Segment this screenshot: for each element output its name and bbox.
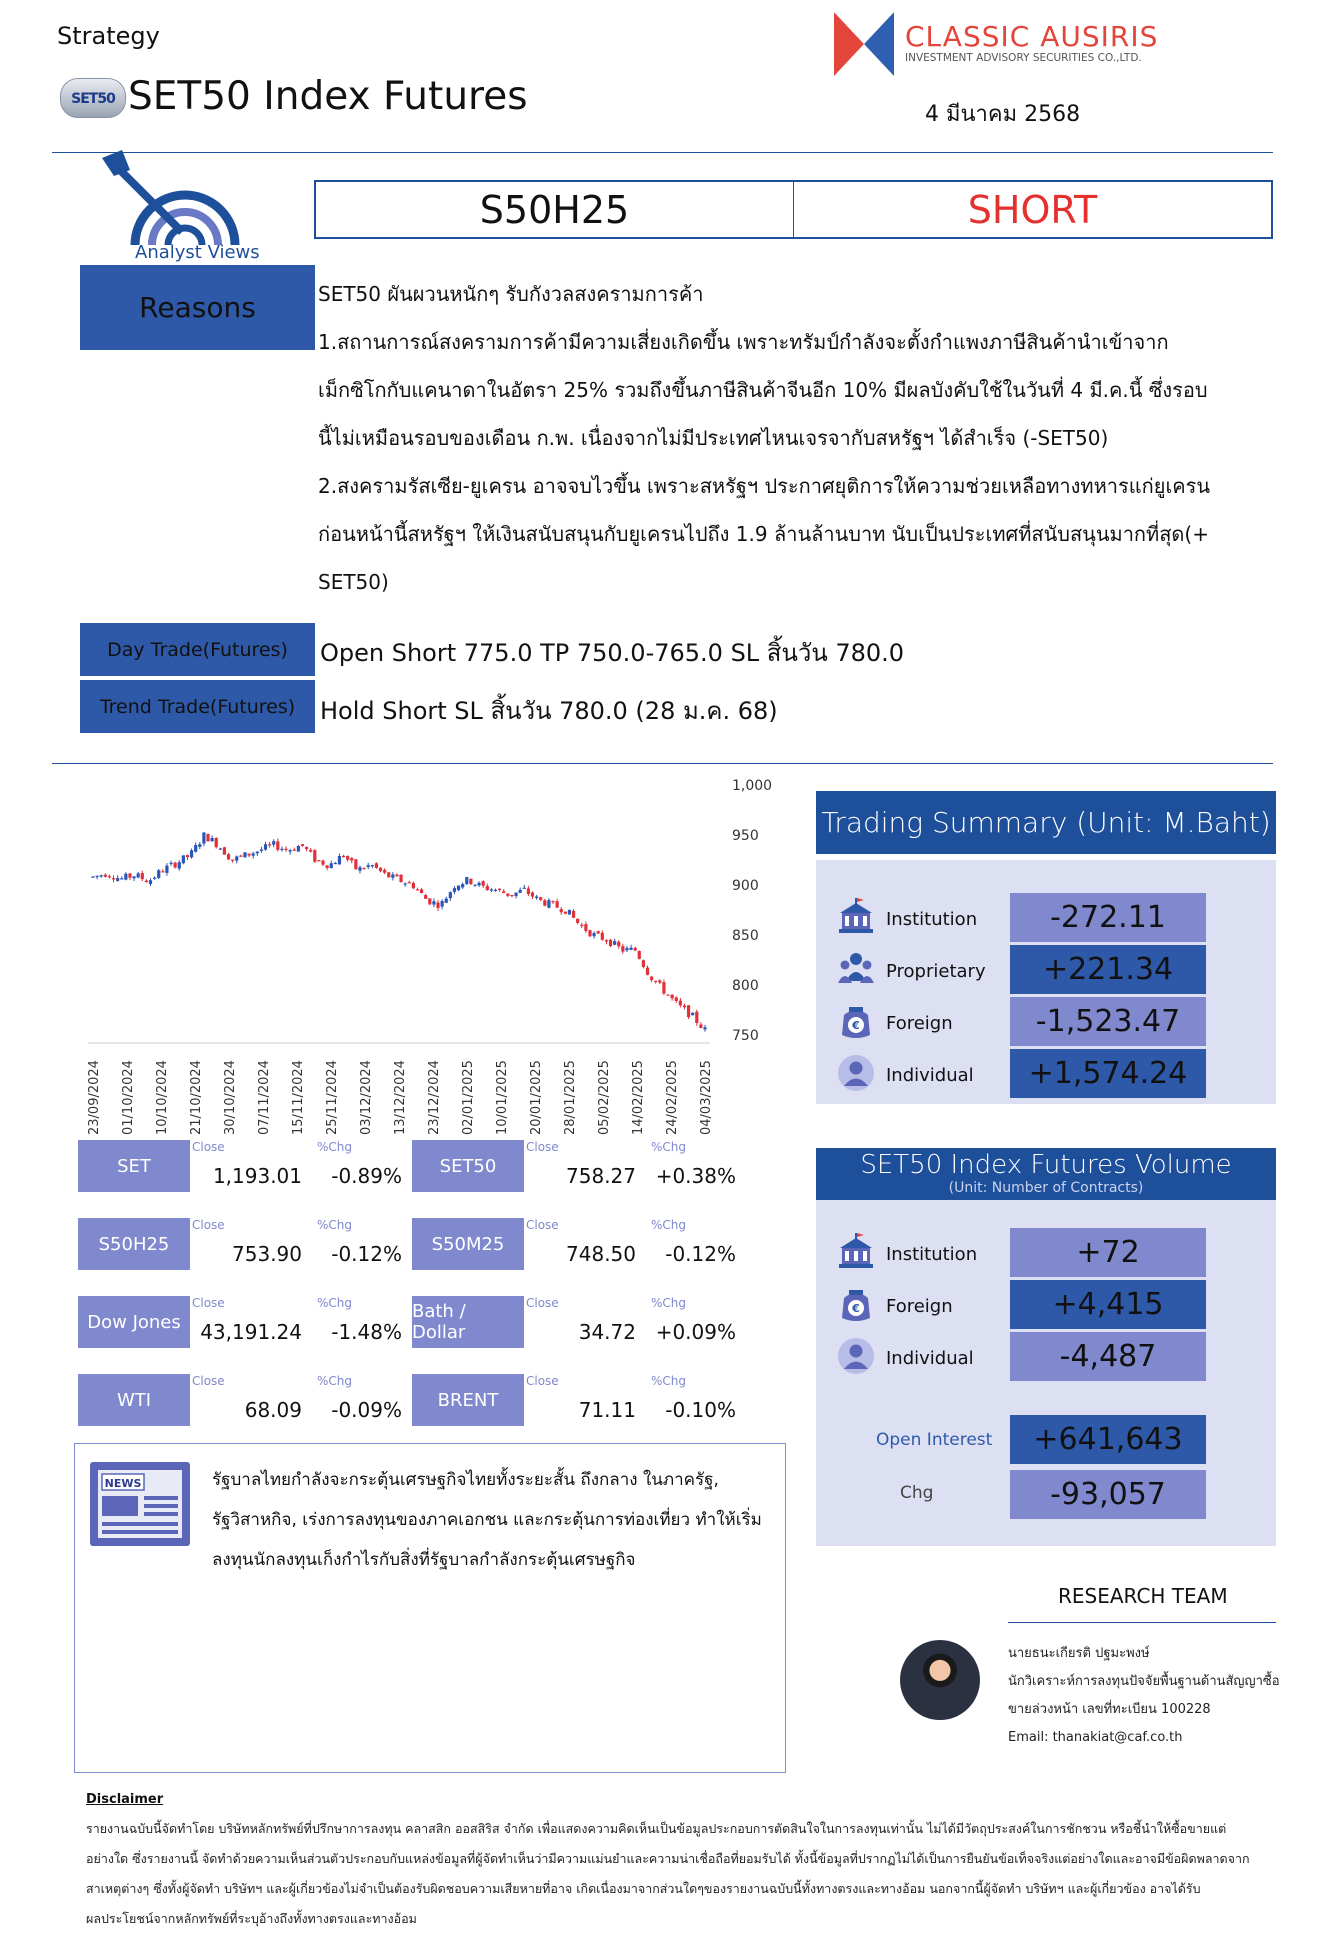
x-tick-label: 04/03/2025 [699, 1060, 714, 1135]
candle [391, 872, 394, 880]
quote-name: WTI [78, 1374, 190, 1426]
analyst-email: Email: thanakiat@caf.co.th [1008, 1730, 1183, 1745]
candle [272, 839, 275, 847]
candle [412, 881, 415, 889]
candle [535, 895, 538, 900]
candle [120, 876, 123, 879]
summary-row-label: Individual [886, 1348, 974, 1369]
reason-line: ก่อนหน้านี้สหรัฐฯ ให้เงินสนับสนุนกับยูเครนไปถึง 1.9 ล้านล้านบาท นับเป็นประเทศที่สนับสนุนมากที่สุด(+ [318, 522, 1209, 546]
candle [387, 872, 390, 878]
candle [223, 847, 226, 855]
brand-subtitle: INVESTMENT ADVISORY SECURITIES CO.,LTD. [905, 52, 1142, 64]
candle [161, 869, 164, 872]
x-tick-label: 01/10/2024 [121, 1060, 136, 1135]
x-tick-label: 23/09/2024 [87, 1060, 102, 1135]
summary-row-value: -272.11 [1010, 893, 1206, 942]
candle [650, 976, 653, 982]
set50-futures-logo: SET50 [60, 78, 126, 118]
candle [514, 892, 517, 898]
x-tick-label: 10/10/2024 [155, 1060, 170, 1135]
quote-name: SET50 [412, 1140, 524, 1192]
institution-icon [836, 1232, 876, 1272]
candle [354, 859, 357, 870]
svg-text:€: € [852, 1019, 860, 1032]
x-tick-label: 05/02/2025 [597, 1060, 612, 1135]
disclaimer-title: Disclaimer [86, 1792, 164, 1807]
candle [169, 861, 172, 866]
candle [675, 996, 678, 1003]
candle [182, 855, 185, 864]
candle [551, 900, 554, 904]
candle [149, 878, 152, 886]
candle [617, 940, 620, 949]
disclaimer-line: อย่างใด ซึ่งรายงานนี้ จัดทำด้วยความเห็นส่วนตัวประกอบกับแหล่งข้อมูลที่ผู้จัดทำเห็นว่ามีความแม่นยำและความน่าเชื่อถือที่ยอมรับได้ ทั้งนี้ข้อมูลที่ปรากฏไม่ได้เป็นการยืนยันข้อเท็จจริงแต่อย่างใดและอาจมีข้อผิดพลาดจาก [86, 1851, 1250, 1866]
y-tick-label: 800 [732, 978, 759, 994]
candle [556, 899, 559, 908]
y-tick-label: 850 [732, 928, 759, 944]
candle [293, 848, 296, 851]
summary-row-value: -4,487 [1010, 1332, 1206, 1381]
news-line: รัฐวิสาหกิจ, เร่งการลงทุนของภาคเอกชน และกระตุ้นการท่องเที่ยว ทำให้เริ่ม [212, 1510, 762, 1530]
x-tick-label: 21/10/2024 [189, 1060, 204, 1135]
candle [362, 867, 365, 869]
candle [268, 842, 271, 848]
quote-chg-value: -0.10% [665, 1398, 736, 1422]
trading-summary-title: Trading Summary (Unit: M.Baht) [816, 791, 1276, 854]
quote-close-caption: Close [192, 1218, 225, 1232]
divider [1008, 1622, 1276, 1623]
candle [510, 895, 513, 897]
institution-icon [836, 897, 876, 937]
candle [219, 848, 222, 850]
y-tick-label: 750 [732, 1028, 759, 1044]
candle [342, 855, 345, 858]
quote-close-caption: Close [526, 1140, 559, 1154]
x-tick-label: 15/11/2024 [291, 1060, 306, 1135]
quote-close-value: 43,191.24 [200, 1320, 302, 1344]
candle [576, 918, 579, 924]
quote-name: S50M25 [412, 1218, 524, 1270]
open-interest-chg-value: -93,057 [1010, 1470, 1206, 1519]
trend-trade-label: Trend Trade(Futures) [80, 680, 315, 733]
candle [564, 912, 567, 915]
candle [256, 851, 259, 856]
candle [498, 888, 501, 892]
quote-chg-value: -1.48% [331, 1320, 402, 1344]
candle [260, 847, 263, 853]
section-label: Strategy [57, 22, 160, 50]
candle [399, 874, 402, 883]
candle [572, 909, 575, 918]
disclaimer-line: ผลประโยชน์จากหลักทรัพย์ที่ระบุอ้างถึงทั้งทางตรงและทางอ้อม [86, 1911, 417, 1926]
analyst-info [1008, 1640, 1280, 1752]
candle [597, 931, 600, 934]
candle [695, 1010, 698, 1026]
x-tick-label: 02/01/2025 [461, 1060, 476, 1135]
candle [469, 878, 472, 885]
candle [621, 944, 624, 954]
candle [243, 852, 246, 858]
summary-row-value: +4,415 [1010, 1280, 1206, 1329]
candle [527, 886, 530, 896]
futures-volume-title [816, 1148, 1276, 1200]
candle [104, 873, 107, 877]
quote-close-value: 71.11 [578, 1398, 636, 1422]
research-team-title: RESEARCH TEAM [1058, 1584, 1228, 1608]
foreign-money-icon [836, 1001, 876, 1041]
quote-name: SET [78, 1140, 190, 1192]
summary-row-label: Proprietary [886, 961, 986, 982]
candle [568, 910, 571, 915]
candle [539, 897, 542, 901]
candle [703, 1025, 706, 1032]
candle [202, 832, 205, 846]
candle [477, 881, 480, 887]
candle [252, 852, 255, 859]
candle [379, 867, 382, 872]
candle [235, 855, 238, 863]
summary-row-value: +72 [1010, 1228, 1206, 1277]
quote-chg-value: -0.12% [665, 1242, 736, 1266]
candle [560, 907, 563, 915]
quote-close-value: 68.09 [244, 1398, 302, 1422]
quote-close-caption: Close [192, 1296, 225, 1310]
quote-close-value: 753.90 [232, 1242, 302, 1266]
candle [687, 1005, 690, 1019]
candle [683, 1004, 686, 1010]
candle [580, 923, 583, 928]
candle [289, 849, 292, 855]
candle [128, 873, 131, 880]
candle [96, 876, 99, 880]
svg-text:€: € [852, 1302, 860, 1315]
candle [408, 881, 411, 884]
quote-chg-value: -0.89% [331, 1164, 402, 1188]
quote-chg-value: -0.09% [331, 1398, 402, 1422]
candle [280, 847, 283, 852]
candle [424, 894, 427, 899]
candle [284, 846, 287, 852]
candle [383, 868, 386, 874]
reason-line: 1.สถานการณ์สงครามการค้ามีความเสี่ยงเกิดขึ้น เพราะทรัมป์กำลังจะตั้งกำแพงภาษีสินค้านำเข้าจาก [318, 330, 1169, 354]
x-tick-label: 25/11/2024 [325, 1060, 340, 1135]
candle [358, 865, 361, 873]
position-box [314, 180, 1273, 239]
x-tick-label: 03/12/2024 [359, 1060, 374, 1135]
x-tick-label: 20/01/2025 [529, 1060, 544, 1135]
candle [436, 900, 439, 911]
candle [145, 879, 148, 882]
day-trade-label: Day Trade(Futures) [80, 623, 315, 676]
candle [157, 869, 160, 879]
analyst-avatar [900, 1640, 980, 1720]
x-tick-label: 28/01/2025 [563, 1060, 578, 1135]
quote-name: Bath / Dollar [412, 1296, 524, 1348]
candle [584, 921, 587, 932]
x-tick-label: 14/02/2025 [631, 1060, 646, 1135]
candle [699, 1022, 702, 1028]
x-tick-label: 13/12/2024 [393, 1060, 408, 1135]
individual-icon [836, 1336, 876, 1376]
candle [490, 888, 493, 892]
futures-volume-heading: SET50 Index Futures Volume [860, 1150, 1232, 1180]
reason-line: เม็กซิโกกับแคนาดาในอัตรา 25% รวมถึงขึ้นภาษีสินค้าจีนอีก 10% มีผลบังคับใช้ในวันที่ 4 มี.ค.นี้ ซึ่งรอบ [318, 378, 1208, 402]
futures-volume-unit: (Unit: Number of Contracts) [948, 1180, 1144, 1196]
y-tick-label: 950 [732, 828, 759, 844]
reason-line: นี้ไม่เหมือนรอบของเดือน ก.พ. เนื่องจากไม่มีประเทศไหนเจรจากับสหรัฐฯ ได้สำเร็จ (-SET50) [318, 426, 1109, 450]
candle [326, 865, 329, 870]
candle [194, 842, 197, 852]
quote-close-value: 34.72 [578, 1320, 636, 1344]
foreign-money-icon [836, 1284, 876, 1324]
candle [625, 946, 628, 952]
candle [141, 871, 144, 881]
candle [305, 846, 308, 851]
summary-row-label: Individual [886, 1065, 974, 1086]
candle [593, 931, 596, 938]
page-title: SET50 Index Futures [128, 74, 528, 119]
candle [330, 861, 333, 869]
x-tick-label: 23/12/2024 [427, 1060, 442, 1135]
y-tick-label: 1,000 [732, 778, 773, 794]
analyst-name: นายธนะเกียรติ ปฐมะพงษ์ [1008, 1646, 1150, 1661]
x-tick-label: 24/02/2025 [665, 1060, 680, 1135]
quote-close-value: 758.27 [566, 1164, 636, 1188]
candle [679, 998, 682, 1007]
candle [662, 979, 665, 995]
candle [441, 899, 444, 909]
candle [174, 862, 177, 869]
candle [350, 857, 353, 863]
reason-line: SET50) [318, 570, 389, 594]
quote-close-caption: Close [192, 1140, 225, 1154]
open-interest-chg-label: Chg [900, 1483, 934, 1503]
quote-name: S50H25 [78, 1218, 190, 1270]
candle [313, 849, 316, 863]
candle [506, 893, 509, 897]
candle [654, 981, 657, 984]
quote-close-caption: Close [192, 1374, 225, 1388]
disclaimer-text [86, 1814, 1306, 1934]
candle [231, 860, 234, 863]
candle [449, 891, 452, 901]
candle [239, 855, 242, 857]
candle [457, 885, 460, 891]
analyst-position: นักวิเคราะห์การลงทุนปัจจัยพื้นฐานด้านสัญญาซื้อ [1008, 1674, 1280, 1689]
candle [190, 849, 193, 859]
brand-logo-icon [830, 10, 898, 78]
quote-chg-caption: %Chg [651, 1296, 687, 1310]
candle [519, 888, 522, 894]
candle [691, 1012, 694, 1015]
candle [642, 959, 645, 968]
analyst-views-label: Analyst Views [135, 242, 260, 263]
analyst-license: ขายล่วงหน้า เลขที่ทะเบียน 100228 [1008, 1702, 1211, 1717]
candle [367, 863, 370, 869]
quote-close-value: 748.50 [566, 1242, 636, 1266]
summary-row-value: -1,523.47 [1010, 997, 1206, 1046]
quote-close-caption: Close [526, 1296, 559, 1310]
disclaimer-line: รายงานฉบับนี้จัดทำโดย บริษัทหลักทรัพย์ที่ปรึกษาการลงทุน คลาสสิก ออสสิริส จำกัด เพื่อแสดงความคิดเห็นเป็นข้อมูลประกอบการตัดสินใจในการลงทุนเท่านั้น ไม่ได้มีวัตถุประสงค์ในการชักชวน หรือชี้นำให้ซื้อขายแต่ [86, 1821, 1227, 1836]
quote-chg-caption: %Chg [651, 1140, 687, 1154]
candle [247, 853, 250, 857]
quote-chg-caption: %Chg [651, 1374, 687, 1388]
quote-close-value: 1,193.01 [212, 1164, 302, 1188]
individual-icon [836, 1053, 876, 1093]
quote-chg-value: +0.09% [655, 1320, 736, 1344]
candle [461, 883, 464, 889]
candle [116, 875, 119, 881]
reason-line: SET50 ผันผวนหนักๆ รับกังวลสงครามการค้า [318, 282, 704, 306]
x-tick-label: 07/11/2024 [257, 1060, 272, 1135]
candle [165, 863, 168, 876]
candle [186, 855, 189, 860]
candle [613, 939, 616, 946]
summary-row-label: Institution [886, 909, 978, 930]
candle [178, 860, 181, 871]
reasons-label: Reasons [80, 265, 315, 350]
candle [132, 876, 135, 881]
candle [317, 860, 320, 861]
news-text [212, 1460, 772, 1580]
reason-line: 2.สงครามรัสเซีย-ยูเครน อาจจบไวขึ้น เพราะสหรัฐฯ ประกาศยุติการให้ความช่วยเหลือทางทหารแก่ยูเครน [318, 474, 1211, 498]
target-dart-icon [100, 150, 270, 250]
candle [588, 930, 591, 937]
reasons-text [318, 270, 1270, 606]
news-line: รัฐบาลไทยกำลังจะกระตุ้นเศรษฐกิจไทยทั้งระยะสั้น ถึงกลาง ในภาครัฐ, [212, 1470, 719, 1490]
open-interest-label: Open Interest [876, 1430, 993, 1450]
candle [297, 845, 300, 852]
candle [321, 860, 324, 867]
candle [601, 930, 604, 940]
candle [658, 979, 661, 984]
summary-row-label: Institution [886, 1244, 978, 1265]
candle [502, 889, 505, 893]
candle [609, 939, 612, 947]
y-tick-label: 900 [732, 878, 759, 894]
candle [108, 874, 111, 878]
candle [404, 882, 407, 886]
candle [301, 844, 304, 847]
candle [671, 994, 674, 1001]
open-interest-value: +641,643 [1010, 1415, 1206, 1464]
candle [198, 842, 201, 849]
candle [482, 880, 485, 888]
day-trade-text: Open Short 775.0 TP 750.0-765.0 SL สิ้นวัน 780.0 [320, 639, 905, 667]
candle [629, 945, 632, 950]
position-direction: SHORT [967, 187, 1098, 232]
candle [547, 898, 550, 908]
candle [334, 862, 337, 864]
divider [52, 763, 1273, 764]
candle [124, 872, 127, 880]
trend-trade-text: Hold Short SL สิ้นวัน 780.0 (28 ม.ค. 68) [320, 697, 778, 725]
price-chart [70, 775, 790, 1140]
candle [211, 835, 214, 841]
quote-chg-caption: %Chg [317, 1296, 353, 1310]
candle [634, 947, 637, 951]
quote-chg-value: -0.12% [331, 1242, 402, 1266]
quote-chg-caption: %Chg [317, 1140, 353, 1154]
candle [420, 888, 423, 893]
candle [638, 950, 641, 959]
summary-row-label: Foreign [886, 1296, 953, 1317]
brand-name: CLASSIC AUSIRIS [905, 20, 1159, 53]
quote-chg-caption: %Chg [317, 1218, 353, 1232]
x-tick-label: 10/01/2025 [495, 1060, 510, 1135]
quote-chg-caption: %Chg [651, 1218, 687, 1232]
summary-row-value: +1,574.24 [1010, 1049, 1206, 1098]
candle [445, 897, 448, 903]
quote-close-caption: Close [526, 1218, 559, 1232]
candle [543, 899, 546, 907]
candle [605, 939, 608, 944]
candle [137, 872, 140, 878]
candle [465, 877, 468, 885]
candle [432, 898, 435, 907]
report-date: 4 มีนาคม 2568 [925, 102, 1081, 127]
svg-text:NEWS: NEWS [104, 1477, 142, 1490]
candle [276, 838, 279, 851]
disclaimer-line: สาเหตุต่างๆ ซึ่งทั้งผู้จัดทำ บริษัทฯ และผู้เกี่ยวข้องไม่จำเป็นต้องรับผิดชอบความเสียหายที่อาจ เกิดเนื่องมาจากส่วนใดๆของรายงานฉบับนี้ทั้งทางตรงและทางอ้อม นอกจากนี้ผู้จัดทำ บริษัทฯ และผู้เกี่ยวข้อง อาจได้รับ [86, 1881, 1201, 1896]
candle [486, 884, 489, 891]
quote-chg-caption: %Chg [317, 1374, 353, 1388]
candle [264, 842, 267, 851]
quote-name: BRENT [412, 1374, 524, 1426]
candle [227, 853, 230, 860]
candle [112, 875, 115, 882]
candle [453, 886, 456, 894]
candle [473, 884, 476, 886]
candle [375, 862, 378, 869]
newspaper-icon [88, 1460, 198, 1548]
candle [309, 848, 312, 853]
candle [646, 966, 649, 976]
candle [100, 874, 103, 877]
quote-close-caption: Close [526, 1374, 559, 1388]
summary-row-value: +221.34 [1010, 945, 1206, 994]
candle [91, 876, 94, 878]
candle [206, 834, 209, 842]
proprietary-icon [836, 949, 876, 989]
contract-symbol: S50H25 [316, 182, 794, 237]
summary-row-label: Foreign [886, 1013, 953, 1034]
news-line: ลงทุนนักลงทุนเก็งกำไรกับสิ่งที่รัฐบาลกำลังกระตุ้นเศรษฐกิจ [212, 1550, 636, 1570]
candle [666, 994, 669, 995]
candle [494, 889, 497, 892]
candle [531, 891, 534, 899]
candle [338, 853, 341, 864]
candle [215, 837, 218, 848]
candle [523, 885, 526, 889]
candle [428, 898, 431, 905]
candle [395, 873, 398, 876]
candle [346, 855, 349, 861]
quote-chg-value: +0.38% [655, 1164, 736, 1188]
candle [416, 888, 419, 891]
candle [153, 876, 156, 880]
quote-name: Dow Jones [78, 1296, 190, 1348]
candle [371, 865, 374, 868]
x-tick-label: 30/10/2024 [223, 1060, 238, 1135]
